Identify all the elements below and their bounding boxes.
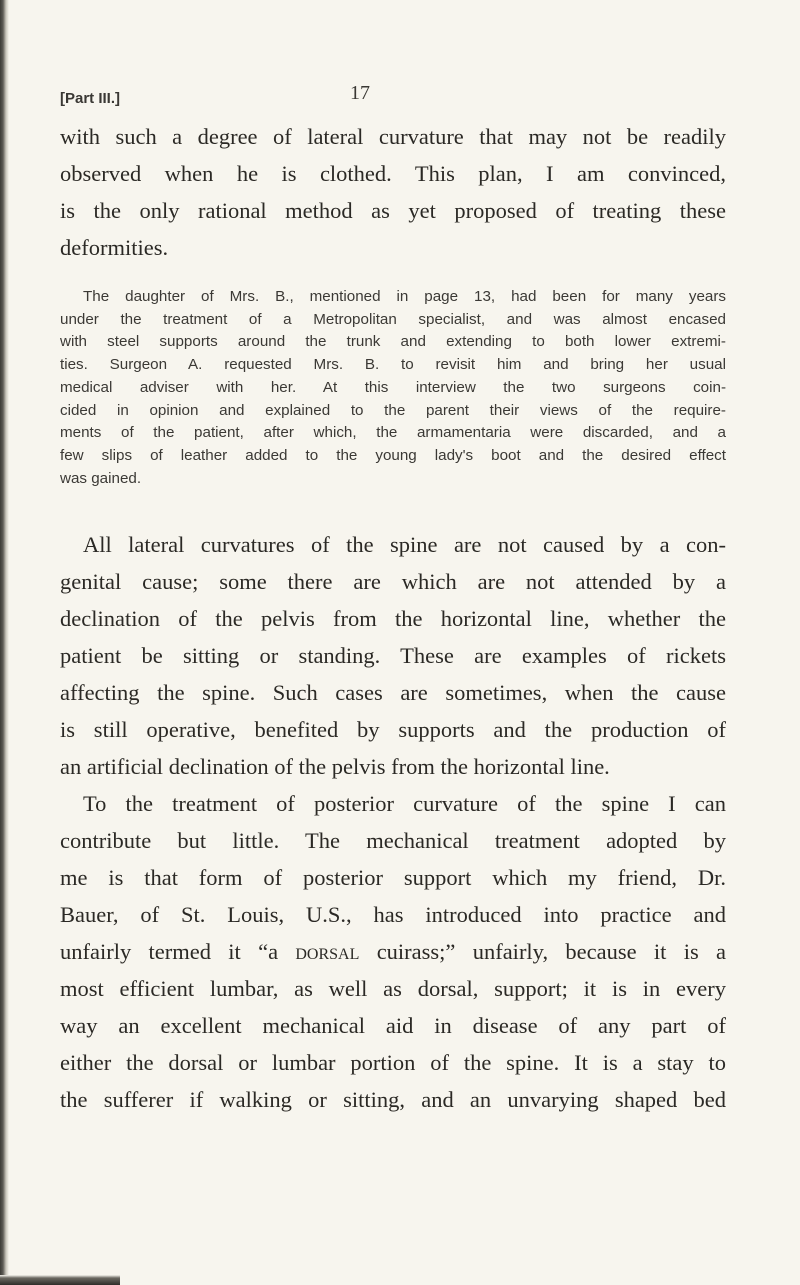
text-line: ties. Surgeon A. requested Mrs. B. to revisit him and bring her usual: [60, 356, 726, 374]
text-line: under the treatment of a Metropolitan specialist, and was almost encased: [60, 310, 726, 328]
text-line: was gained.: [60, 469, 142, 487]
small-caps-term: dorsal: [295, 939, 360, 964]
text-fragment: cuirass;” unfairly, because it is a: [359, 939, 726, 964]
paragraph-case-note: [60, 286, 726, 490]
text-line: declination of the pelvis from the horizontal line, whether the: [60, 606, 726, 631]
text-line: The daughter of Mrs. B., mentioned in page 13, had been for many years: [83, 288, 726, 305]
text-line: genital cause; some there are which are not attended by a: [60, 569, 726, 594]
text-line: contribute but little. The mechanical treatment adopted by: [60, 828, 726, 853]
text-line: me is that form of posterior support which my friend, Dr.: [60, 865, 726, 890]
text-line: few slips of leather added to the young lady's boot and the desired effect: [60, 446, 726, 464]
text-line: patient be sitting or standing. These are examples of rickets: [60, 643, 726, 668]
running-head: [Part III.]: [60, 90, 121, 107]
text-line: medical adviser with her. At this interview the two surgeons coin-: [60, 378, 726, 396]
page-number: 17: [350, 82, 370, 104]
text-line: most efficient lumbar, as well as dorsal, support; it is in every: [60, 976, 726, 1001]
text-line: Bauer, of St. Louis, U.S., has introduced into practice and: [60, 902, 726, 927]
page-edge-shadow: [0, 1275, 120, 1285]
text-line: with steel supports around the trunk and extending to both lower extremi-: [60, 333, 726, 351]
text-line: is still operative, benefited by supports and the production of: [60, 717, 726, 742]
paragraph-lateral-curvatures: [60, 526, 726, 785]
text-line: cided in opinion and explained to the parent their views of the require-: [60, 401, 726, 419]
text-line: either the dorsal or lumbar portion of the spine. It is a stay to: [60, 1050, 726, 1075]
text-line: way an excellent mechanical aid in disease of any part of: [60, 1013, 726, 1038]
paragraph-posterior-curvature: [60, 785, 726, 1118]
text-line: To the treatment of posterior curvature of the spine I can: [83, 791, 726, 816]
text-line: an artificial declination of the pelvis from the horizontal line.: [60, 754, 610, 779]
text-line: observed when he is clothed. This plan, I am convinced,: [60, 161, 726, 186]
text-line: deformities.: [60, 235, 169, 260]
text-line: All lateral curvatures of the spine are not caused by a con-: [83, 532, 726, 557]
text-line: the sufferer if walking or sitting, and an unvarying shaped bed: [60, 1087, 726, 1112]
text-line: ments of the patient, after which, the armamentaria were discarded, and a: [60, 424, 726, 442]
text-fragment: unfairly termed it “a: [60, 939, 296, 964]
paragraph-continuation: [60, 118, 726, 266]
text-line: affecting the spine. Such cases are sometimes, when the cause: [60, 680, 726, 705]
text-line: with such a degree of lateral curvature that may not be readily: [60, 124, 726, 149]
text-line-with-small-caps: [60, 933, 726, 970]
text-line: is the only rational method as yet proposed of treating these: [60, 198, 726, 223]
